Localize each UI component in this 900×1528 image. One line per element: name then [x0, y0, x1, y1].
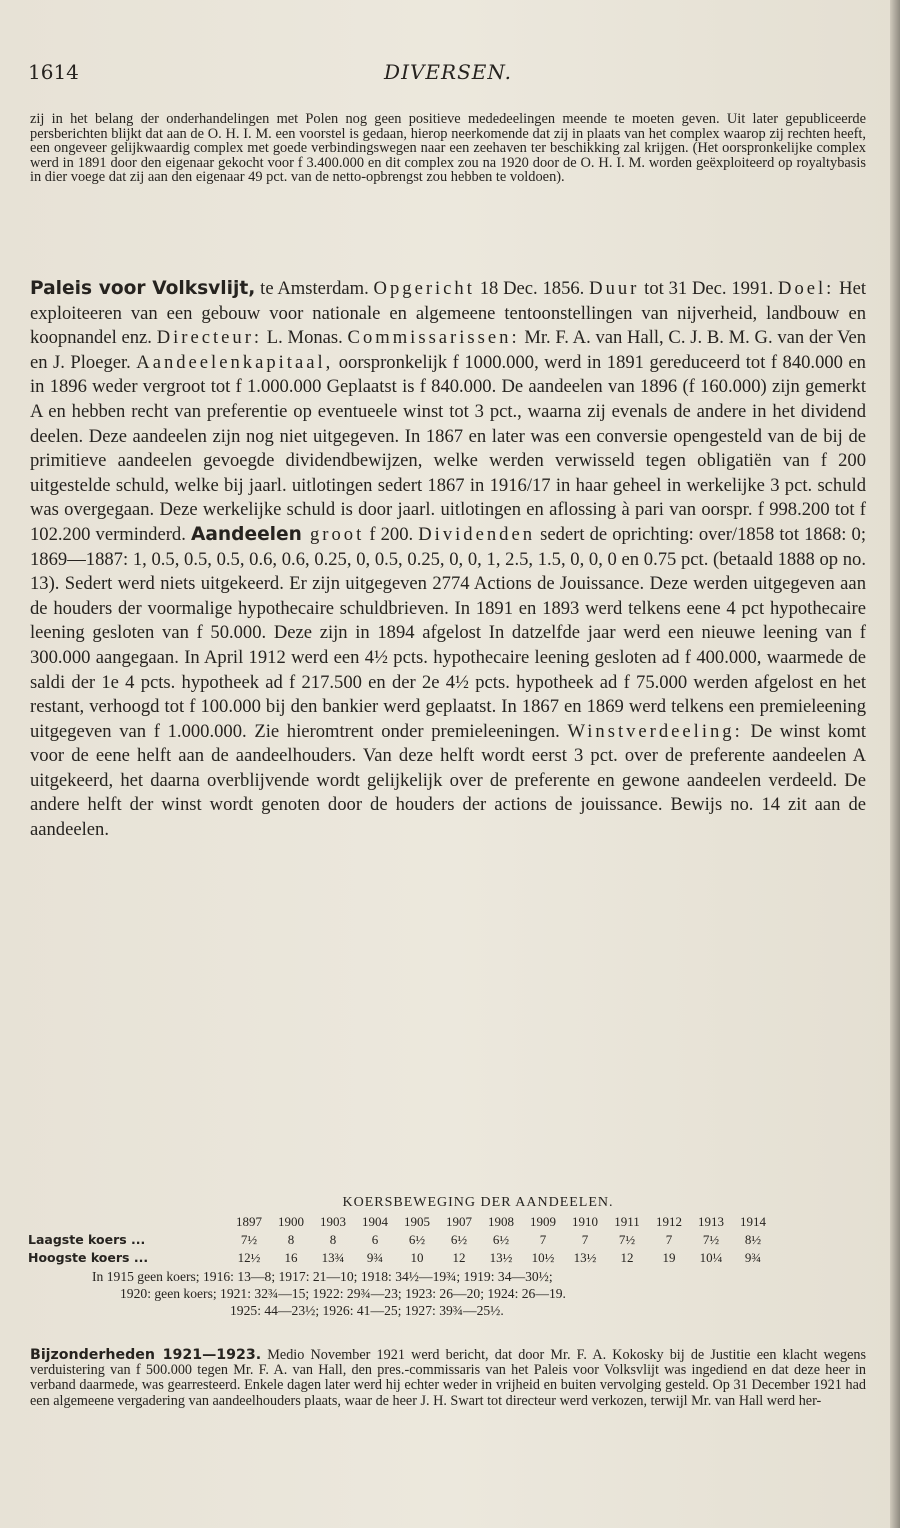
page-number: 1614 — [28, 60, 79, 84]
table-cell: 13½ — [489, 1250, 513, 1265]
duur-label: Duur — [589, 278, 640, 299]
intro-paragraph: zij in het belang der onderhandelingen met Polen nog geen positieve mededeelingen meende te moeten geven. Uit later gepubliceerde persberichten blijkt dat aan de O. H. I. M. een voorstel is gedaan, hierop neerkomende dat zij in plaats van het complex waarop zij rechten heeft, een ongeveer gelijkwaardig complex met goede verbindingswegen naar een zeehaven ter beschikking zal krijgen. (Het oorspronkelijke complex werd in 1891 door den eigenaar gekocht voor f 3.400.000 en dit complex zou na 1920 door de O. H. I. M. worden geëxploiteerd op royaltybasis in dier voege dat zij aan den eigenaar 49 pct. van de netto-opbrengst zou hebben te voldoen). — [30, 111, 866, 186]
table-cell: 8 — [287, 1232, 295, 1247]
row-label: Laagste koers ... — [28, 1232, 146, 1247]
table-cell: 7 — [581, 1232, 589, 1247]
aandeelen-label: Aandeelen — [190, 523, 302, 545]
koersbeweging-table — [28, 1192, 868, 1319]
entry-paleis-voor-volksvlijt — [30, 277, 866, 843]
table-cell: 12½ — [237, 1250, 261, 1265]
table-row-laagste — [28, 1232, 868, 1250]
entry-text-2: 18 Dec. 1856. — [474, 278, 590, 299]
koers-note: In 1915 geen koers; 1916: 13—8; 1917: 21—10; 1918: 34½—19¾; 1919: 34—30½; — [92, 1269, 553, 1284]
table-cell: 6½ — [408, 1232, 426, 1247]
table-cell: 19 — [662, 1250, 676, 1265]
table-cell: 9¾ — [366, 1250, 384, 1265]
entry-text-10: De winst komt voor de eene helft aan de aandeelhouders. Van deze helft wordt eerst 3 pct. over de preferente aandeelen A uitgekeerd, het daarna overblijvende wordt gelijkelijk over de preferente en gewone aandeelen verdeeld. De andere helft der winst wordt genoten door de houders der actions de jouissance. Bewijs no. 14 zit aan de aandeelen. — [30, 720, 866, 841]
table-cell: 16 — [284, 1250, 298, 1265]
table-cell: 7½ — [240, 1232, 258, 1247]
year-cell: 1904 — [362, 1214, 388, 1229]
year-header-row — [28, 1214, 868, 1232]
table-cell: 8 — [329, 1232, 337, 1247]
table-cell: 10¼ — [699, 1250, 723, 1265]
table-title: KOERSBEWEGING DER AANDEELEN. — [342, 1195, 614, 1210]
doel-label: Doel: — [778, 278, 835, 299]
entry-text-9: sedert de oprichting: over/1858 tot 1868: 0; 1869—1887: 1, 0.5, 0.5, 0.5, 0.6, 0.6, 0.25, 0, 0.5, 0.25, 0, 0, 1, 2.5, 1.5, 0, 0, 0 en 0.75 pct. (betaald 1888 op no. 13). Sedert werd niets uitgekeerd. Er zijn uitgegeven 2774 Actions de Jouissance. Deze werden uitgegeven aan de houders der voormalige hypothecaire schuldbrieven. In 1891 en 1893 werd telkens eene 4 pct hypothecaire leening gesloten van f 50.000. Deze zijn in 1894 afgelost In datzelfde jaar werd een nieuwe leening van f 300.000 aangegaan. In April 1912 werd een 4½ pcts. hypothecaire leening gesloten ad f 400.000, waarmede de saldi der 1e 4 pcts. hypotheek ad f 217.500 en der 2e 4½ pcts. hypotheek ad f 75.000 werden afgelost en het restant, verhoogd tot f 100.000 bij den bankier werd geplaatst. In 1867 en 1869 werd telkens een premieleening uitgegeven van f 1.000.000. Zie hieromtrent onder premieleeningen. — [30, 523, 866, 742]
company-name: Paleis voor Volksvlijt, — [30, 278, 256, 299]
table-cell: 6½ — [450, 1232, 468, 1247]
year-cell: 1914 — [740, 1214, 766, 1229]
commissarissen-label: Commissarissen: — [347, 327, 520, 349]
year-cell: 1903 — [320, 1214, 346, 1229]
table-row-hoogste — [28, 1250, 868, 1268]
koers-note: 1920: geen koers; 1921: 32¾—15; 1922: 29¾—23; 1923: 26—20; 1924: 26—19. — [120, 1286, 566, 1301]
year-cell: 1905 — [404, 1214, 430, 1229]
table-cell: 7 — [539, 1232, 547, 1247]
page-header — [28, 60, 868, 90]
bijzonderheden-label: Bijzonderheden 1921—1923. — [30, 1347, 262, 1363]
year-cell: 1910 — [572, 1214, 598, 1229]
opgericht-label: Opgericht — [373, 278, 475, 299]
directeur-label: Directeur: — [156, 327, 263, 349]
year-cell: 1900 — [278, 1214, 304, 1229]
row-label: Hoogste koers ... — [28, 1250, 149, 1265]
dividenden-label: Dividenden — [418, 523, 535, 545]
table-cell: 10½ — [531, 1250, 555, 1265]
year-cell: 1908 — [488, 1214, 514, 1229]
table-cell: 6½ — [492, 1232, 510, 1247]
groot-label: groot — [301, 523, 365, 545]
table-cell: 6 — [371, 1232, 379, 1247]
running-head: DIVERSEN. — [384, 60, 512, 84]
aandeelenkapitaal-label: Aandeelenkapitaal, — [136, 351, 334, 373]
entry-text-5: L. Monas. — [262, 327, 348, 349]
entry-text-1: te Amsterdam. — [255, 278, 374, 299]
bijzonderheden-paragraph — [30, 1348, 866, 1409]
entry-text-8: f 200. — [364, 523, 419, 545]
entry-text-7: oorspronkelijk f 1000.000, werd in 1891 gereduceerd tot f 840.000 en in 1896 weder vergroot tot f 1.000.000 Geplaatst is f 840.000. De aandeelen van 1896 (f 160.000) zijn gemerkt A en hebben recht van preferentie op eventueele winst tot 3 pct., waarna zij evenals de andere in het dividend deelen. Deze aandeelen zijn nog niet uitgegeven. In 1867 en later was een conversie opengesteld van de bij de primitieve aandeelen gevoegde dividendbewijzen, welke werden verwisseld tegen obligatiën van f 200 uitgestelde schuld, welke bij jaarl. uitlotingen sedert 1867 in 1916/17 in haar geheel in werkelijke 3 pct. schuld was overgegaan. Deze werkelijke schuld is door jaarl. uitlotingen en aflossing à pari van oorspr. f 998.200 tot f 102.200 verminderd. — [30, 351, 866, 545]
table-cell: 12 — [620, 1250, 634, 1265]
table-cell: 9¾ — [744, 1250, 762, 1265]
bijzonderheden-text: Medio November 1921 werd bericht, dat door Mr. F. A. Kokosky bij de Justitie een klacht wegens verduistering van f 500.000 tegen Mr. F. A. van Hall, den pres.-commissaris van het Paleis voor Volksvlijt was ingediend en dat deze heer in verband daarmede, was gearresteerd. Enkele dagen later werd hij echter weder in vrijheid en buiten vervolging gesteld. Op 31 December 1921 had een algemeene vergadering van aandeelhouders plaats, waar de heer J. H. Swart tot directeur werd verkozen, terwijl Mr. van Hall werd her- — [30, 1347, 866, 1409]
table-cell: 13¾ — [321, 1250, 345, 1265]
year-cell: 1911 — [614, 1214, 640, 1229]
year-cell: 1913 — [698, 1214, 724, 1229]
year-cell: 1912 — [656, 1214, 682, 1229]
table-cell: 7½ — [702, 1232, 720, 1247]
table-cell: 8½ — [744, 1232, 762, 1247]
koers-note: 1925: 44—23½; 1926: 41—25; 1927: 39¾—25½. — [230, 1303, 504, 1318]
entry-text-4: Het exploiteeren van een gebouw voor nationale en algemeene tentoonstellingen van nijverheid, landbouw en koopnandel enz. — [30, 278, 866, 349]
table-cell: 12 — [452, 1250, 466, 1265]
year-cell: 1909 — [530, 1214, 556, 1229]
page-edge-shadow — [890, 0, 900, 1528]
table-cell: 7½ — [618, 1232, 636, 1247]
table-cell: 13½ — [573, 1250, 597, 1265]
year-cell: 1897 — [236, 1214, 262, 1229]
table-cell: 10 — [410, 1250, 424, 1265]
entry-text-3: tot 31 Dec. 1991. — [639, 278, 779, 299]
winstverdeeling-label: Winstverdeeling: — [567, 720, 743, 742]
entry-text-6: Mr. F. A. van Hall, C. J. B. M. G. van der Ven en J. Ploeger. — [30, 327, 867, 373]
table-cell: 7 — [665, 1232, 673, 1247]
year-cell: 1907 — [446, 1214, 472, 1229]
